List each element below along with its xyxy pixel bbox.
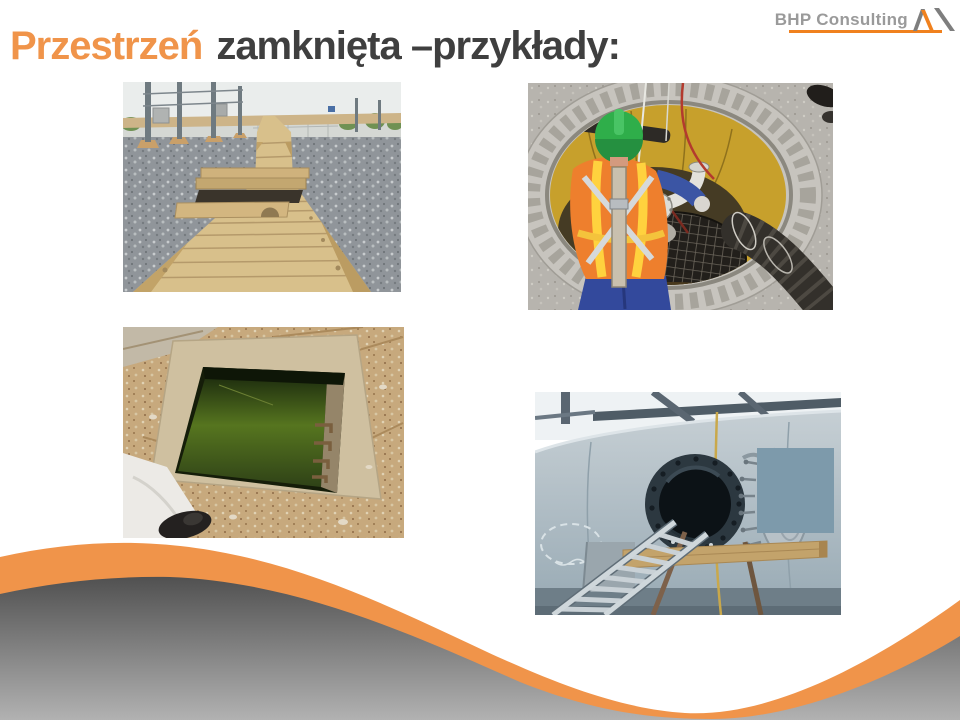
photo-tank-manway-ladder — [535, 392, 841, 615]
mountain-logo-icon — [908, 4, 960, 34]
title-accent: Przestrzeń — [10, 24, 203, 68]
title-rest: zamknięta –przykłady: — [216, 24, 620, 68]
pit-opening — [151, 335, 381, 499]
open-pit-illustration — [123, 327, 404, 538]
logo-text: BHP Consulting — [774, 10, 908, 29]
page-title — [10, 24, 620, 68]
bhp-consulting-logo — [774, 0, 960, 40]
cable-trench-illustration — [123, 82, 401, 292]
photo-open-concrete-pit — [123, 327, 404, 538]
photo-substation-cable-trench — [123, 82, 401, 292]
photo-manhole-worker — [528, 83, 833, 310]
manhole-illustration — [528, 83, 833, 310]
redacted-area — [757, 448, 834, 533]
